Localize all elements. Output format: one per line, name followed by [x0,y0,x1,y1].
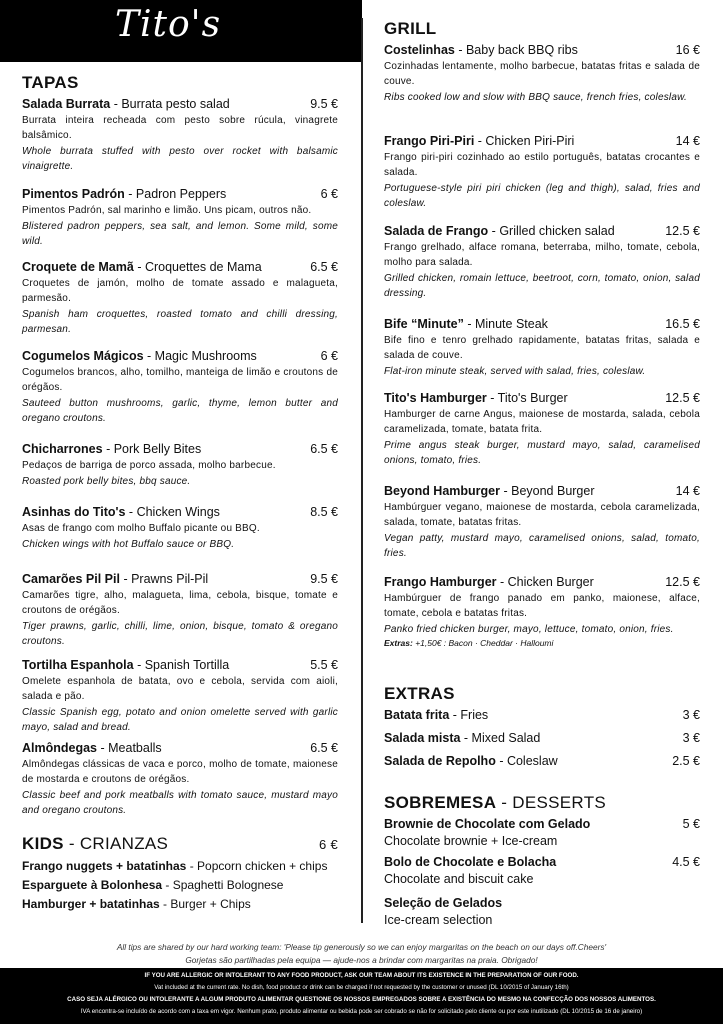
tapas-list [22,96,338,833]
kids-item [22,876,338,895]
item-title-row [22,186,338,203]
item-description-en: Sauteed button mushrooms, garlic, thyme, lemon butter and oregano croutons. [22,398,338,424]
item-name-en: Baby back BBQ ribs [465,43,578,57]
item-name-pt: Camarões Pil Pil [22,572,120,586]
item-name-pt: Salada mista [384,731,461,745]
item-name-pt: Seleção de Gelados [384,896,503,910]
item-title-row [22,740,338,757]
item-name: Cogumelos Mágicos - Magic Mushrooms [22,349,257,363]
vat-notice-en: Vat included at the current rate. No dish, food product or drink can be charged if not requested by the customer or unused (DL 10/2015 of January 16th) [154,984,569,991]
item-name-en: Spaghetti Bolognese [172,878,284,892]
item-title-row [384,133,700,150]
item-name-en: Chicken Burger [507,575,594,589]
item-price: 8.5 € [310,505,338,519]
item-name-pt: Brownie de Chocolate com Gelado [384,817,591,831]
item-price: 5 € [682,817,700,831]
item-name-en: Popcorn chicken + chips [197,859,328,873]
item-title-row [384,316,700,333]
tips-note [0,941,723,967]
grill-item [384,316,700,390]
item-title-row [384,854,700,871]
item-name-pt: Esparguete à Bolonhesa [22,878,163,892]
item-name-pt: Pimentos Padrón [22,187,125,201]
item-description-pt: Pimentos Padrón, sal marinho e limão. Uns picam, outros não. [22,205,312,216]
item-name-pt: Chicharrones [22,442,103,456]
item-name-pt: Croquete de Mamã [22,260,134,274]
item-price: 5.5 € [310,658,338,672]
item-name-en: Fries [460,708,489,722]
item-name: Chicharrones - Pork Belly Bites [22,442,202,456]
item-title-row [22,96,338,113]
item-name-en: Coleslaw [506,754,558,768]
header-banner [0,0,362,62]
item-name-en: Spanish Tortilla [144,658,230,672]
item-description-pt: Almôndegas clássicas de vaca e porco, molho de tomate, maionese de mostarda e croutons de orégãos. [22,759,338,785]
tapas-item [22,259,338,348]
section-desserts-heading: SOBREMESA - DESSERTS [384,793,607,812]
grill-item [384,133,700,223]
item-description-en: Prime angus steak burger, mustard mayo, salad, caramelised onions, tomato, fries. [384,440,700,466]
section-grill-heading [384,18,700,42]
tapas-item [22,348,338,441]
grill-item [384,223,700,316]
item-description-en: Roasted pork belly bites, bbq sauce. [22,476,191,487]
item-description-en: Flat-iron minute steak, served with salad, fries, coleslaw. [384,366,646,377]
kids-price: 6 € [319,837,338,852]
item-name: Almôndegas - Meatballs [22,741,162,755]
item-title-row [22,348,338,365]
item-name-pt: Hamburger + batatinhas [22,897,160,911]
desserts-list [384,816,700,933]
item-description-en: Whole burrata stuffed with pesto over rocket with balsamic vinaigrette. [22,146,338,172]
item-description-pt: Frango piri-piri cozinhado ao estilo português, batatas crocantes e salada. [384,152,700,178]
item-price: 6.5 € [310,741,338,755]
kids-title: KIDS [22,834,64,853]
item-name: Salada mista - Mixed Salad [384,731,541,745]
item-name-en: Prawns Pil-Pil [131,572,209,586]
tapas-title: TAPAS [22,73,79,92]
item-description-pt: Camarões tigre, alho, malagueta, lima, cebola, bisque, tomate e croutons de orégãos. [22,590,338,616]
item-description-en: Ribs cooked low and slow with BBQ sauce, french fries, coleslaw. [384,92,687,103]
item-description-pt: Hamburger de carne Angus, maionese de mostarda, salada, cebola caramelizada, tomate, batata frita. [384,409,700,435]
item-name-en: Tito's Burger [497,391,568,405]
kids-item [22,895,338,914]
item-title-row [22,657,338,674]
tapas-item [22,504,338,571]
tapas-item [22,571,338,657]
item-title-row [22,571,338,588]
item-description-en: Portuguese-style piri piri chicken (leg and thigh), salad, fries and coleslaw. [384,183,700,209]
item-name-pt: Beyond Hamburger [384,484,500,498]
item-title-row [22,504,338,521]
item-name: Pimentos Padrón - Padron Peppers [22,187,227,201]
extras-item [384,707,700,730]
item-price: 12.5 € [665,224,700,238]
item-description-pt: Pedaços de barriga de porco assada, molho barbecue. [22,460,276,471]
item-description-en: Tiger prawns, garlic, chilli, lime, onion, bisque, tomato & oregano croutons. [22,621,338,647]
item-title-row [384,895,700,912]
dessert-item [384,895,700,933]
extras-label: Extras: [384,638,413,648]
item-extras [384,637,700,649]
item-description-en: Classic beef and pork meatballs with tomato sauce, mustard mayo and oregano croutons. [22,790,338,816]
section-kids-heading: KIDS - CRIANZAS 6 € [22,833,338,857]
item-description-pt: Asas de frango com molho Buffalo picante ou BBQ. [22,523,260,534]
tapas-item [22,96,338,186]
left-column [22,72,338,914]
item-name-en: Burrata pesto salad [121,97,230,111]
item-name-pt: Costelinhas [384,43,455,57]
grill-item [384,42,700,133]
item-description-pt: Frango grelhado, alface romana, beterraba, milho, tomate, cebola, molho para salada. [384,242,700,268]
tapas-item [22,441,338,504]
item-title-row [384,816,700,833]
item-name-en: Pork Belly Bites [113,442,202,456]
item-name-en: Padron Peppers [135,187,227,201]
item-name-pt: Almôndegas [22,741,98,755]
item-description-en: Blistered padron peppers, sea salt, and lemon. Some mild, some wild. [22,221,338,247]
tapas-item [22,740,338,833]
item-name-en: Chocolate and biscuit cake [384,872,534,886]
item-name-en: Meatballs [108,741,162,755]
item-name: Salada Burrata - Burrata pesto salad [22,97,230,111]
item-description-en: Vegan patty, mustard mayo, caramelised onions, salad, tomato, fries. [384,533,700,559]
item-name-pt: Salada de Repolho [384,754,496,768]
item-name: Bife “Minute” - Minute Steak [384,317,548,331]
item-name-pt: Frango nuggets + batatinhas [22,859,187,873]
item-price: 4.5 € [672,855,700,869]
item-title-row [384,42,700,59]
item-price: 2.5 € [672,754,700,768]
item-price: 6 € [320,187,338,201]
desserts-subtitle: DESSERTS [512,793,607,812]
item-name: Camarões Pil Pil - Prawns Pil-Pil [22,572,209,586]
item-description-pt: Bife fino e tenro grelhado rapidamente, batatas fritas, salada e salada de couve. [384,335,700,361]
restaurant-logo: Tito's [115,4,222,45]
dessert-item [384,854,700,895]
item-description-en: Classic Spanish egg, potato and onion omelette served with garlic mayo, salad and bread. [22,707,338,733]
item-name: Frango Piri-Piri - Chicken Piri-Piri [384,134,575,148]
item-title-row [384,574,700,591]
item-description-en: Grilled chicken, romain lettuce, beetroot, corn, tomato, onion, salad dressing. [384,273,700,299]
item-name-pt: Batata frita [384,708,450,722]
item-description-en: Panko fried chicken burger, mayo, lettuce, tomato, onion, fries. [384,624,674,635]
item-price: 9.5 € [310,572,338,586]
item-name-pt: Frango Piri-Piri [384,134,475,148]
item-name: Croquete de Mamã - Croquettes de Mama [22,260,262,274]
vat-notice-pt: IVA encontra-se incluído de acordo com a taxa em vigor. Nenhum prato, produto alimentar ou bebida pode ser cobrado se não for solicitado pelo cliente ou por este inutilizado (DL 10/2015 de 16 de janeiro) [80,1008,643,1015]
item-name: Beyond Hamburger - Beyond Burger [384,484,595,498]
extras-item [384,730,700,753]
item-description-pt: Burrata inteira recheada com pesto sobre rúcula, vinagrete balsâmico. [22,115,338,141]
item-name: Salada de Repolho - Coleslaw [384,754,558,768]
item-name-en: Beyond Burger [511,484,595,498]
item-description-pt: Cozinhadas lentamente, molho barbecue, batatas fritas e salada de couve. [384,61,700,87]
item-price: 16.5 € [665,317,700,331]
item-name: Tito's Hamburger - Tito's Burger [384,391,568,405]
right-column [384,18,700,933]
dessert-item [384,816,700,854]
item-title-row [384,483,700,500]
item-price: 12.5 € [665,575,700,589]
item-price: 3 € [682,708,700,722]
tips-pt: Gorjetas são partilhadas pela equipa — ajude-nos a brindar com margaritas na praia. Obrigado! [185,955,538,965]
grill-list [384,42,700,683]
item-name: Asinhas do Tito's - Chicken Wings [22,505,220,519]
grill-item [384,574,700,683]
item-price: 14 € [675,134,700,148]
item-name-en: Grilled chicken salad [499,224,615,238]
item-price: 3 € [682,731,700,745]
item-name-en: Croquettes de Mama [144,260,262,274]
tapas-item [22,186,338,259]
desserts-title: SOBREMESA [384,793,497,812]
item-name: Costelinhas - Baby back BBQ ribs [384,43,578,57]
item-description-en: Chicken wings with hot Buffalo sauce or BBQ. [22,539,235,550]
item-name-pt: Bife “Minute” [384,317,464,331]
item-name-pt: Salada Burrata [22,97,111,111]
allergy-notice-en: IF YOU ARE ALLERGIC OR INTOLERANT TO ANY FOOD PRODUCT, ASK OUR TEAM ABOUT ITS EXISTENCE IN THE PREPARATION OF OUR FOOD. [144,972,579,979]
extras-title: EXTRAS [384,684,455,703]
item-title-row [384,223,700,240]
item-name-pt: Tortilha Espanhola [22,658,134,672]
item-price: 9.5 € [310,97,338,111]
section-extras-heading [384,683,700,707]
item-name-pt: Tito's Hamburger [384,391,487,405]
kids-list [22,857,338,914]
item-name-en: Magic Mushrooms [154,349,257,363]
item-description-pt: Cogumelos brancos, alho, tomilho, manteiga de limão e croutons de orégãos. [22,367,338,393]
item-name-en: Chicken Piri-Piri [485,134,575,148]
item-price: 12.5 € [665,391,700,405]
item-description-en: Spanish ham croquettes, roasted tomato and chilli dressing, parmesan. [22,309,338,335]
item-title-row [22,441,338,458]
item-description-pt: Omelete espanhola de batata, ovo e cebola, servida com aioli, salada e pão. [22,676,338,702]
extras-list [384,707,700,792]
item-title-row [22,259,338,276]
item-price: 6.5 € [310,260,338,274]
item-description-pt: Hambúrguer vegano, maionese de mostarda, cebola caramelizada, salada, tomate, batatas fritas. [384,502,700,528]
item-name-en: Minute Steak [474,317,548,331]
kids-subtitle: CRIANZAS [79,834,169,853]
item-name: Hamburger + batatinhas - Burger + Chips [22,897,251,911]
extras-item [384,753,700,776]
tips-en: All tips are shared by our hard working team: 'Please tip generously so we can enjoy margaritas on the beach on our days off.Cheers' [116,942,607,952]
item-name-pt: Cogumelos Mágicos [22,349,144,363]
item-name-en: Mixed Salad [471,731,541,745]
item-name: Esparguete à Bolonhesa - Spaghetti Bolognese [22,878,284,892]
section-tapas-heading [22,72,338,96]
item-description-pt: Hambúrguer de frango panado em panko, maionese, alface, tomate, cebola e batatas fritas. [384,593,700,619]
item-name: Salada de Frango - Grilled chicken salad [384,224,615,238]
item-price: 6.5 € [310,442,338,456]
item-price: 14 € [675,484,700,498]
item-name: Tortilha Espanhola - Spanish Tortilla [22,658,230,672]
item-name-en: Chicken Wings [136,505,220,519]
allergy-footer [0,968,723,1024]
item-price: 6 € [320,349,338,363]
item-name: Frango Hamburger - Chicken Burger [384,575,594,589]
item-name-pt: Bolo de Chocolate e Bolacha [384,855,557,869]
item-name: Frango nuggets + batatinhas - Popcorn chicken + chips [22,859,328,873]
item-price: 16 € [675,43,700,57]
allergy-notice-pt: CASO SEJA ALÉRGICO OU INTOLERANTE A ALGUM PRODUTO ALIMENTAR QUESTIONE OS NOSSOS EMPREGADOS SOBRE A EXISTÊNCIA DO MESMO NA CONFECÇÃO DOS NOSSOS ALIMENTOS. [67,996,656,1003]
grill-title: GRILL [384,19,437,38]
grill-item [384,483,700,574]
extras-text: +1,50€ : Bacon · Cheddar · Halloumi [412,638,554,648]
item-name-pt: Frango Hamburger [384,575,497,589]
item-name-en: Chocolate brownie + Ice-cream [384,834,558,848]
item-description-pt: Croquetes de jamón, molho de tomate assado e malagueta, parmesão. [22,278,338,304]
item-name-en: Ice-cream selection [384,913,493,927]
grill-item [384,390,700,483]
item-title-row [384,390,700,407]
kids-item [22,857,338,876]
item-name: Batata frita - Fries [384,708,489,722]
tapas-item [22,657,338,740]
item-name-en: Burger + Chips [170,897,251,911]
column-divider [361,18,363,923]
item-name-pt: Asinhas do Tito's [22,505,126,519]
item-name-pt: Salada de Frango [384,224,489,238]
